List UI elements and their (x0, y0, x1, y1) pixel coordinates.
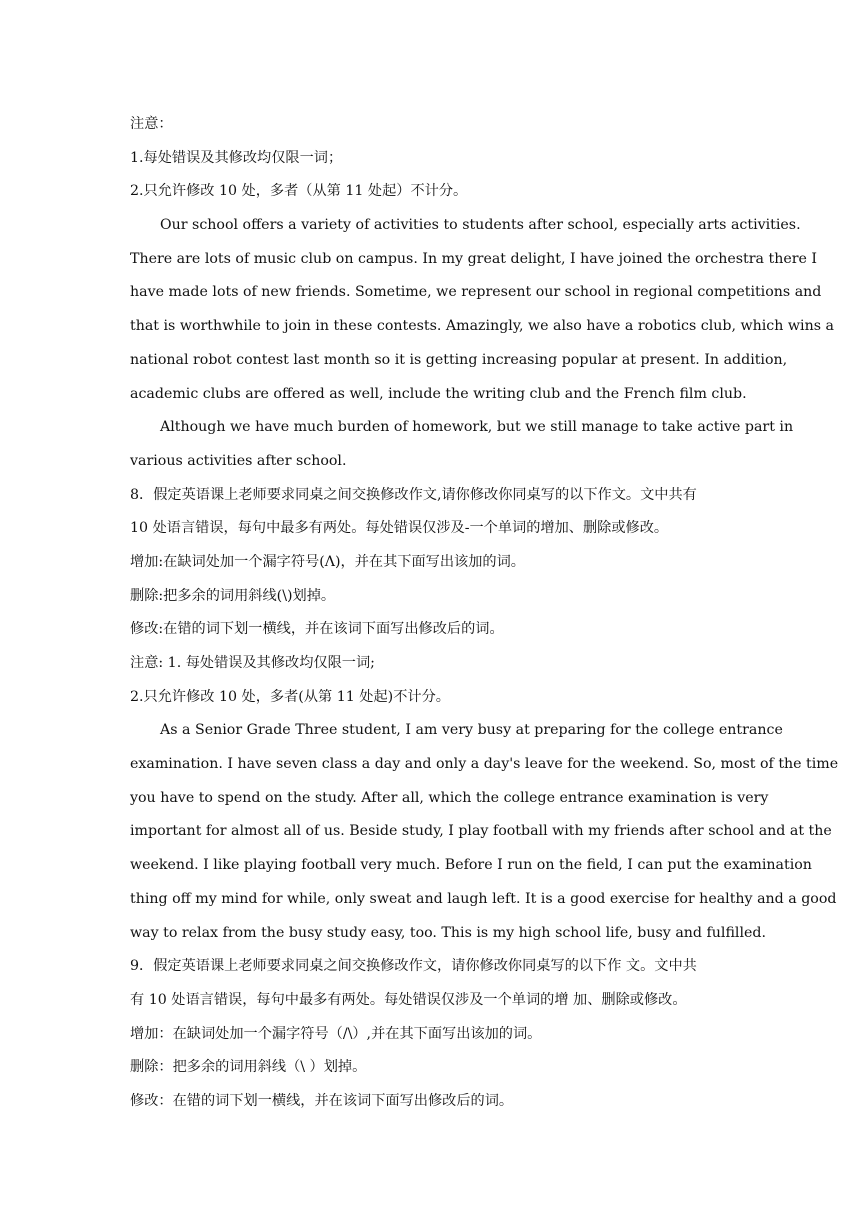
text-line: national robot contest last month so it is getting increasing popular at present. In addition, (130, 351, 788, 368)
text-line: 有 10 处语言错误，每句中最多有两处。每处错误仅涉及一个单词的增 加、删除或修改。 (130, 991, 687, 1008)
text-line: important for almost all of us. Beside study, I play football with my friends after school and at the (130, 823, 832, 840)
text-line: examination. I have seven class a day and only a day's leave for the weekend. So, most of the time (130, 756, 839, 773)
text-line: 删除：把多余的词用斜线（\ ）划掉。 (130, 1059, 367, 1076)
text-line: 8．假定英语课上老师要求同桌之间交换修改作文,请你修改你同桌写的以下作文。文中共有 (130, 486, 697, 503)
text-line: Our school offers a variety of activities to students after school, especially arts activities. (160, 217, 801, 234)
text-line: 注意： (130, 116, 173, 132)
text-line: 增加：在缺词处加一个漏字符号（/\）,并在其下面写出该加的词。 (130, 1025, 542, 1042)
text-line: way to relax from the busy study easy, too. This is my high school life, busy and fulfilled. (130, 924, 766, 941)
text-line: 2.只允许修改 10 处，多者（从第 11 处起）不计分。 (130, 183, 468, 200)
text-line: weekend. I like playing football very much. Before I run on the field, I can put the examination (130, 857, 812, 874)
text-line: 9．假定英语课上老师要求同桌之间交换修改作文，请你修改你同桌写的以下作 文。文中共 (130, 958, 697, 975)
text-line: that is worthwhile to join in these contests. Amazingly, we also have a robotics club, which wins a (130, 318, 834, 335)
text-line: 修改:在错的词下划一横线，并在该词下面写出修改后的词。 (130, 621, 504, 638)
text-line: 注意: 1. 每处错误及其修改均仅限一词; (130, 655, 375, 671)
text-line: There are lots of music club on campus. In my great delight, I have joined the orchestra there I (130, 250, 818, 267)
text-line: thing off my mind for while, only sweat and laugh left. It is a good exercise for healthy and a good (130, 890, 837, 907)
text-line: have made lots of new friends. Sometime, we represent our school in regional competitions and (130, 284, 822, 301)
text-line: Although we have much burden of homework, but we still manage to take active part in (160, 419, 794, 436)
text-line: 删除:把多余的词用斜线(\)划掉。 (130, 587, 336, 604)
text-line: 1.每处错误及其修改均仅限一词； (130, 149, 343, 166)
text-line: 增加:在缺词处加一个漏字符号(Λ)，并在其下面写出该加的词。 (130, 553, 525, 570)
document-page (130, 108, 839, 1119)
text-line: As a Senior Grade Three student, I am very busy at preparing for the college entrance (160, 722, 783, 739)
text-line: 修改：在错的词下划一横线，并在该词下面写出修改后的词。 (130, 1092, 514, 1109)
text-line: various activities after school. (130, 452, 347, 469)
text-line: you have to spend on the study. After all, which the college entrance examination is very (130, 789, 769, 806)
text-line: 2.只允许修改 10 处，多者(从第 11 处起)不计分。 (130, 688, 450, 705)
text-line: 10 处语言错误，每句中最多有两处。每处错误仅涉及-一个单词的增加、删除或修改。 (130, 520, 669, 537)
text-line: academic clubs are offered as well, include the writing club and the French film club. (130, 385, 747, 402)
